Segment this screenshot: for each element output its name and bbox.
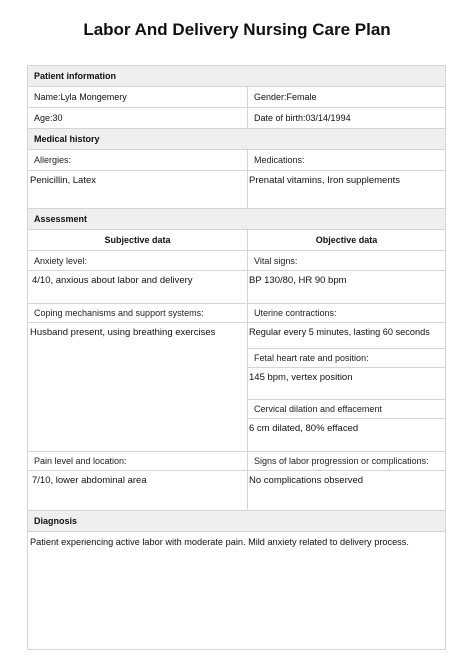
row-divider — [28, 303, 247, 304]
row-divider — [247, 270, 445, 271]
cervical-dilation-value: 6 cm dilated, 80% effaced — [249, 423, 359, 434]
objective-data-heading: Objective data — [247, 230, 445, 250]
dob-label: Date of birth: — [254, 113, 306, 123]
section-diagnosis: Diagnosis — [28, 511, 445, 532]
row-divider — [28, 470, 445, 471]
section-assessment: Assessment — [28, 209, 445, 230]
name-value: Lyla Mongemery — [60, 92, 127, 102]
row-divider — [28, 322, 247, 323]
row-divider — [247, 418, 445, 419]
assessment-body — [28, 251, 445, 511]
diagnosis-body — [28, 532, 445, 649]
column-divider — [247, 251, 248, 511]
row-divider — [28, 170, 445, 171]
vital-signs-label: Vital signs: — [254, 256, 298, 266]
cervical-dilation-label: Cervical dilation and effacement — [254, 404, 382, 414]
dob-value: 03/14/1994 — [305, 113, 351, 123]
uterine-contractions-value: Regular every 5 minutes, lasting 60 seconds — [249, 327, 430, 337]
pain-level-label: Pain level and location: — [34, 456, 127, 466]
column-divider — [247, 150, 248, 209]
coping-value: Husband present, using breathing exercises — [30, 327, 216, 338]
row-divider — [247, 367, 445, 368]
medications-label: Medications: — [254, 155, 305, 165]
diagnosis-value: Patient experiencing active labor with moderate pain. Mild anxiety related to delivery process. — [30, 537, 409, 547]
vital-signs-value: BP 130/80, HR 90 bpm — [249, 275, 347, 286]
age-value: 30 — [52, 113, 63, 123]
medical-history-row — [28, 150, 445, 209]
allergies-label: Allergies: — [34, 155, 72, 165]
age-label: Age: — [34, 113, 53, 123]
labor-signs-value: No complications observed — [249, 475, 364, 486]
uterine-contractions-label: Uterine contractions: — [254, 308, 337, 318]
name-gender-row — [28, 87, 445, 108]
fetal-heart-rate-value: 145 bpm, vertex position — [249, 372, 353, 383]
row-divider — [247, 303, 445, 304]
care-plan-form — [27, 65, 446, 650]
pain-level-value: 7/10, lower abdominal area — [32, 475, 147, 486]
row-divider — [247, 322, 445, 323]
row-divider — [247, 348, 445, 349]
anxiety-level-value: 4/10, anxious about labor and delivery — [32, 275, 193, 286]
section-medical-history: Medical history — [28, 129, 445, 150]
fetal-heart-rate-label: Fetal heart rate and position: — [254, 353, 369, 363]
name-label: Name: — [34, 92, 61, 102]
name-cell — [28, 87, 247, 107]
allergies-value: Penicillin, Latex — [30, 175, 97, 186]
gender-cell — [247, 87, 445, 107]
age-cell — [28, 108, 247, 128]
gender-label: Gender: — [254, 92, 287, 102]
coping-label: Coping mechanisms and support systems: — [34, 308, 204, 318]
row-divider — [247, 399, 445, 400]
page-title: Labor And Delivery Nursing Care Plan — [83, 20, 391, 39]
assessment-column-headers — [28, 230, 445, 251]
age-dob-row — [28, 108, 445, 129]
gender-value: Female — [286, 92, 317, 102]
row-divider — [28, 451, 445, 452]
section-patient-information: Patient information — [28, 66, 445, 87]
medications-value: Prenatal vitamins, Iron supplements — [249, 175, 401, 186]
labor-signs-label: Signs of labor progression or complications: — [254, 456, 429, 466]
row-divider — [28, 270, 247, 271]
subjective-data-heading: Subjective data — [104, 235, 171, 245]
dob-cell — [247, 108, 445, 128]
anxiety-level-label: Anxiety level: — [34, 256, 88, 266]
